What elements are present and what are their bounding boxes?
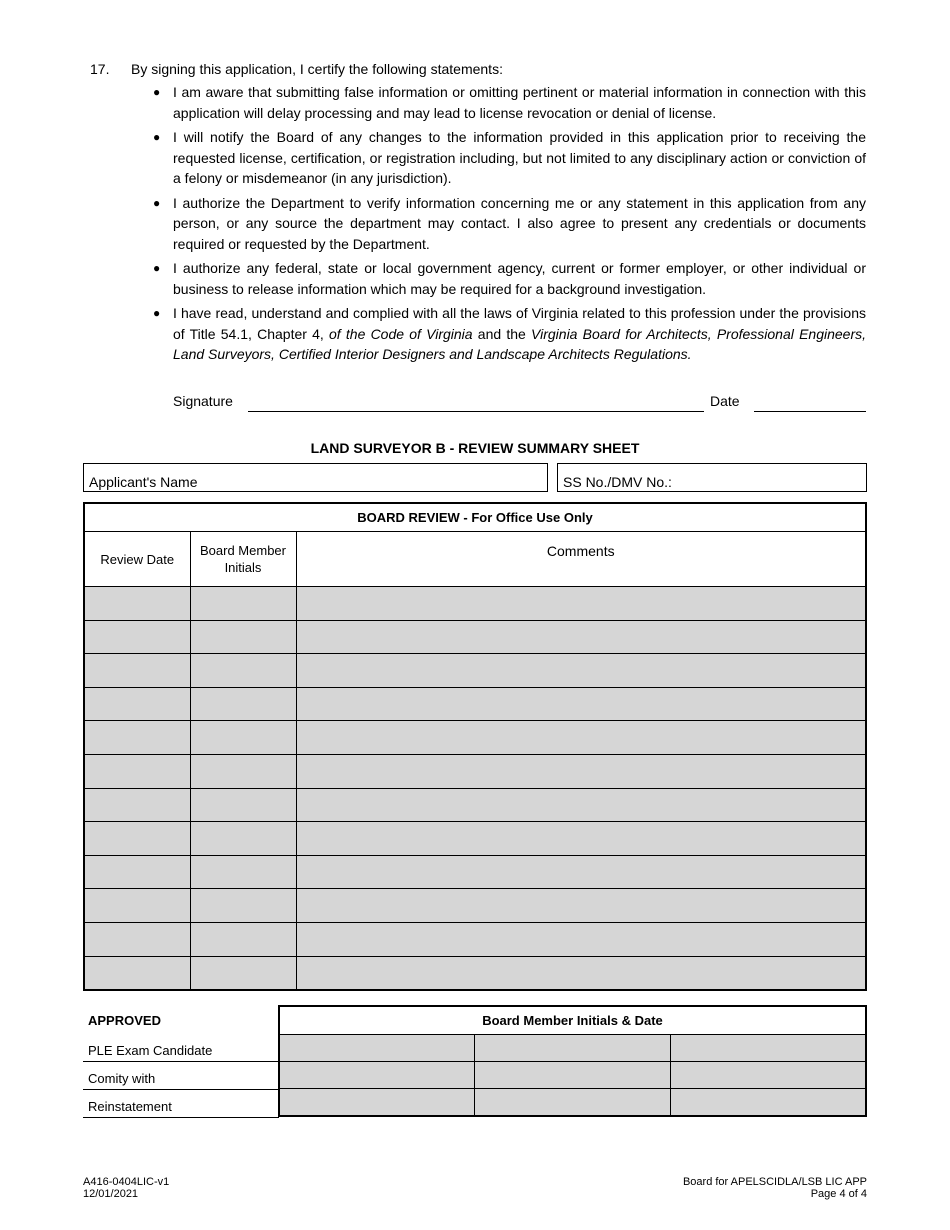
approved-row-ple <box>83 1035 279 1062</box>
list-item <box>150 82 866 123</box>
footer-left <box>83 1176 169 1200</box>
board-review-rows <box>84 587 866 991</box>
approved-label: APPROVED <box>88 1013 161 1028</box>
initials-cell[interactable] <box>190 687 296 721</box>
comments-cell[interactable] <box>296 620 866 654</box>
signature-label: Signature <box>173 393 233 409</box>
comments-cell[interactable] <box>296 721 866 755</box>
initials-date-cell[interactable] <box>475 1089 671 1117</box>
item-intro: By signing this application, I certify the following statements: <box>131 61 503 77</box>
form-date: 12/01/2021 <box>83 1188 139 1200</box>
comments-cell[interactable] <box>296 922 866 956</box>
initials-date-cell[interactable] <box>670 1062 866 1089</box>
initials-date-cell[interactable] <box>475 1062 671 1089</box>
signature-field[interactable] <box>248 411 704 412</box>
approved-row-label: PLE Exam Candidate <box>88 1043 213 1058</box>
comments-cell[interactable] <box>296 855 866 889</box>
review-date-cell[interactable] <box>84 687 190 721</box>
review-date-cell[interactable] <box>84 788 190 822</box>
statement-text: I authorize the Department to verify information concerning me or any statement in this application from any person, or any source the department may contact. I also agree to present any credentials or documents required or requested by the Department. <box>173 194 866 252</box>
comments-cell[interactable] <box>296 956 866 990</box>
review-date-cell[interactable] <box>84 956 190 990</box>
form-id: A416-0404LIC-v1 <box>83 1176 170 1188</box>
list-item <box>150 258 866 299</box>
certification-list <box>150 82 866 369</box>
table-row <box>279 1035 866 1062</box>
initials-cell[interactable] <box>190 822 296 856</box>
initials-cell[interactable] <box>190 620 296 654</box>
review-date-cell[interactable] <box>84 922 190 956</box>
comments-cell[interactable] <box>296 687 866 721</box>
column-header-initials: Board Member Initials <box>190 532 296 587</box>
table-row <box>84 587 866 621</box>
bullet-icon: ● <box>153 130 161 144</box>
table-row <box>84 855 866 889</box>
code-of-virginia-ref: of the Code of Virginia <box>329 325 473 342</box>
comments-cell[interactable] <box>296 754 866 788</box>
initials-date-cell[interactable] <box>670 1089 866 1117</box>
review-date-cell[interactable] <box>84 754 190 788</box>
table-row <box>84 620 866 654</box>
initials-date-cell[interactable] <box>279 1062 475 1089</box>
initials-cell[interactable] <box>190 922 296 956</box>
initials-cell[interactable] <box>190 956 296 990</box>
column-header-comments: Comments <box>296 532 866 587</box>
board-name: Board for APELSCIDLA/LSB LIC APP <box>682 1176 867 1188</box>
initials-cell[interactable] <box>190 889 296 923</box>
comments-cell[interactable] <box>296 587 866 621</box>
initials-cell[interactable] <box>190 587 296 621</box>
approved-row-label: Reinstatement <box>88 1099 172 1114</box>
review-date-cell[interactable] <box>84 855 190 889</box>
table-row <box>84 922 866 956</box>
initials-cell[interactable] <box>190 721 296 755</box>
table-row <box>84 822 866 856</box>
table-row <box>84 956 866 990</box>
review-date-cell[interactable] <box>84 587 190 621</box>
review-date-cell[interactable] <box>84 654 190 688</box>
list-item <box>150 127 866 189</box>
bullet-icon: ● <box>153 261 161 275</box>
table-row <box>84 788 866 822</box>
item-number: 17. <box>90 61 110 77</box>
board-member-initials-table <box>278 1005 867 1117</box>
initials-cell[interactable] <box>190 788 296 822</box>
board-member-initials-header: Board Member Initials & Date <box>279 1006 866 1035</box>
comments-cell[interactable] <box>296 889 866 923</box>
table-row <box>84 721 866 755</box>
review-date-cell[interactable] <box>84 889 190 923</box>
footer-right <box>683 1176 867 1200</box>
table-row <box>279 1089 866 1117</box>
initials-cell[interactable] <box>190 654 296 688</box>
bullet-icon: ● <box>153 195 161 210</box>
statement-text: I have read, understand and complied with all the laws of Virginia related to this profession under the provisions of Title 54.1, Chapter 4, <box>173 305 866 342</box>
table-row <box>84 754 866 788</box>
applicant-name-field[interactable] <box>83 463 548 492</box>
ssn-dmv-field[interactable] <box>557 463 867 492</box>
column-header-review-date: Review Date <box>84 532 190 587</box>
comments-cell[interactable] <box>296 654 866 688</box>
comments-cell[interactable] <box>296 822 866 856</box>
sheet-title: LAND SURVEYOR B - REVIEW SUMMARY SHEET <box>310 440 640 456</box>
board-review-table <box>83 502 867 991</box>
table-row <box>279 1062 866 1089</box>
page-number: Page 4 of 4 <box>810 1188 867 1200</box>
table-row <box>84 889 866 923</box>
review-date-cell[interactable] <box>84 721 190 755</box>
bullet-icon: ● <box>153 306 161 320</box>
ssn-dmv-label: SS No./DMV No.: <box>563 474 672 490</box>
bullet-icon: ● <box>153 85 161 99</box>
table-row <box>84 687 866 721</box>
initials-cell[interactable] <box>190 754 296 788</box>
statement-text: and the <box>472 325 532 342</box>
review-date-cell[interactable] <box>84 620 190 654</box>
review-date-cell[interactable] <box>84 822 190 856</box>
statement-text: I authorize any federal, state or local government agency, current or former employer, or other individual or business to release information which may be required for a background investigation. <box>173 260 866 297</box>
statement-text: I am aware that submitting false information or omitting pertinent or material information in connection with this application will delay processing and may lead to license revocation or denial of license. <box>173 84 866 121</box>
initials-date-cell[interactable] <box>279 1035 475 1062</box>
initials-cell[interactable] <box>190 855 296 889</box>
date-label: Date <box>710 393 740 409</box>
approved-row-comity <box>83 1063 279 1090</box>
regulations-ref: Virginia Board for Architects, Professional Engineers, Land Surveyors, Certified Interior Designers and Landscape Architects Regulations. <box>173 325 867 362</box>
list-item <box>150 303 866 365</box>
board-review-title: BOARD REVIEW - For Office Use Only <box>84 503 866 532</box>
initials-date-cell[interactable] <box>475 1035 671 1062</box>
list-item <box>150 193 866 255</box>
statement-text: I will notify the Board of any changes to the information provided in this application prior to receiving the requested license, certification, or registration including, but not limited to any disciplinary action or conviction of a felony or misdemeanor (in any jurisdiction). <box>173 129 866 186</box>
applicant-name-label: Applicant's Name <box>89 474 198 490</box>
approved-row-reinstatement <box>83 1091 279 1118</box>
initials-date-cell[interactable] <box>279 1089 475 1117</box>
comments-cell[interactable] <box>296 788 866 822</box>
date-field[interactable] <box>754 411 866 412</box>
approved-row-label: Comity with <box>88 1071 156 1086</box>
table-row <box>84 654 866 688</box>
initials-date-cell[interactable] <box>670 1035 866 1062</box>
